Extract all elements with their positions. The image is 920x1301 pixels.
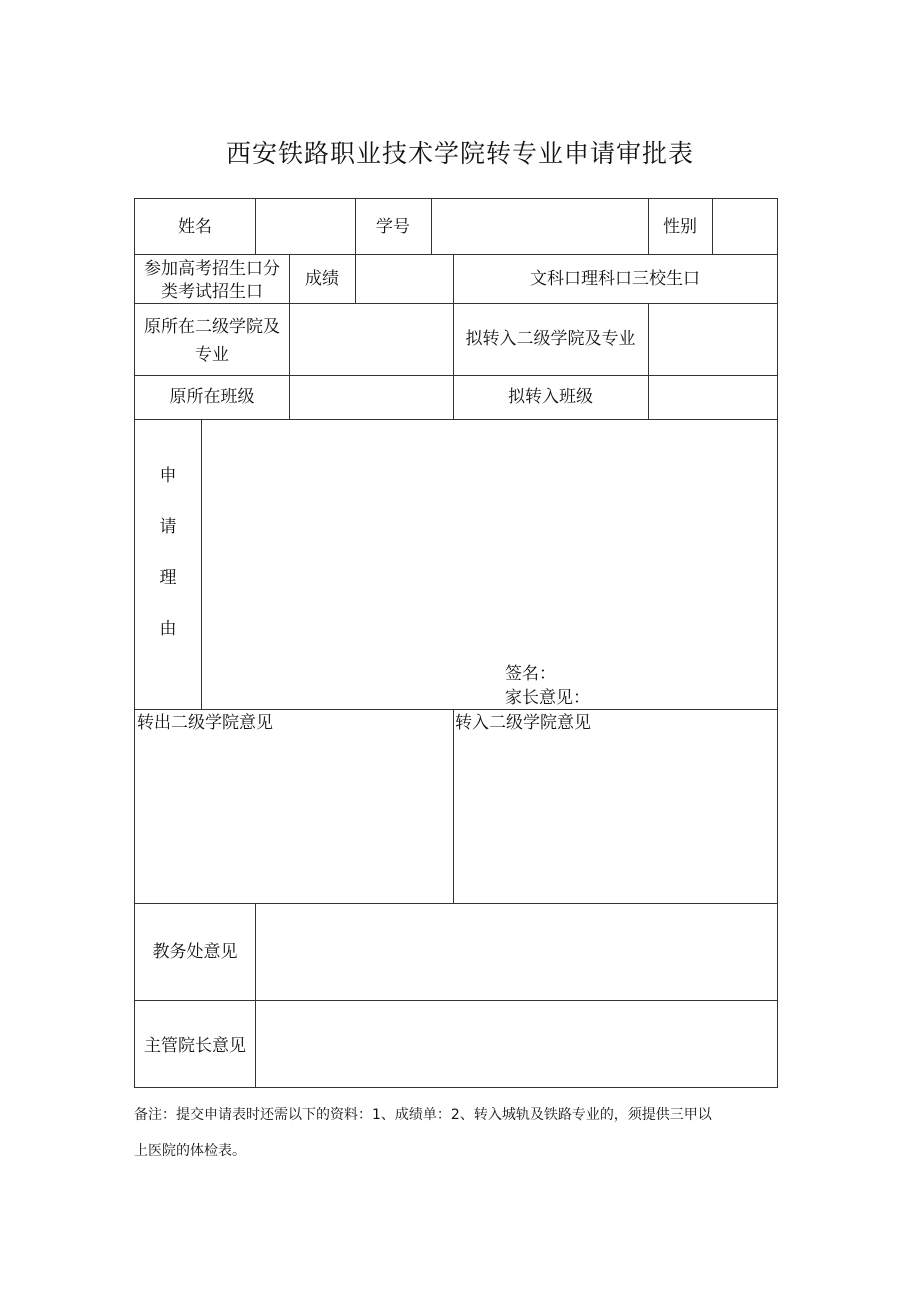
remarks-line1: 备注：提交申请表时还需以下的资料：1、成绩单：2、转入城轨及铁路专业的，须提供三甲以 [134,1107,712,1123]
col-divider [648,303,649,419]
name-label: 姓名 [178,217,212,237]
row-divider [135,375,777,376]
target-college-label: 拟转入二级学院及专业 [465,329,636,349]
original-college-label-line2: 专业 [195,345,229,365]
row-divider [135,903,777,904]
target-class-label: 拟转入班级 [508,387,593,407]
row-divider [135,419,777,420]
original-class-label: 原所在班级 [169,387,255,407]
parent-opinion-label: 家长意见： [505,688,590,708]
col-divider [431,199,432,254]
page-title: 西安铁路职业技术学院转专业申请审批表 [225,139,694,168]
reason-char: 理 [159,568,177,588]
signature-label: 签名： [505,664,556,684]
remarks-line2: 上医院的体检表。 [134,1143,246,1159]
col-divider [453,709,454,903]
transfer-in-opinion-label: 转入二级学院意见 [455,713,591,733]
application-form-table [134,198,778,1088]
exam-type-label-line2: 类考试招生口 [161,282,263,302]
reason-char: 申 [159,466,177,486]
student-id-label: 学号 [376,217,410,237]
transfer-out-opinion-label: 转出二级学院意见 [137,713,273,733]
reason-char: 请 [159,517,177,537]
exam-type-label-line1: 参加高考招生口分 [144,259,280,279]
col-divider [255,903,256,1087]
reason-char: 由 [159,619,177,639]
vice-president-opinion-label: 主管院长意见 [144,1036,246,1056]
col-divider [355,254,356,303]
track-options: 文科口理科口三校生口 [530,269,700,289]
gender-label: 性别 [663,217,697,237]
row-divider [135,1000,777,1001]
col-divider [201,419,202,709]
row-divider [135,254,777,255]
original-college-label-line1: 原所在二级学院及 [144,317,280,337]
col-divider [712,199,713,254]
score-label: 成绩 [305,269,339,289]
academic-affairs-opinion-label: 教务处意见 [152,942,238,962]
col-divider [255,199,256,254]
